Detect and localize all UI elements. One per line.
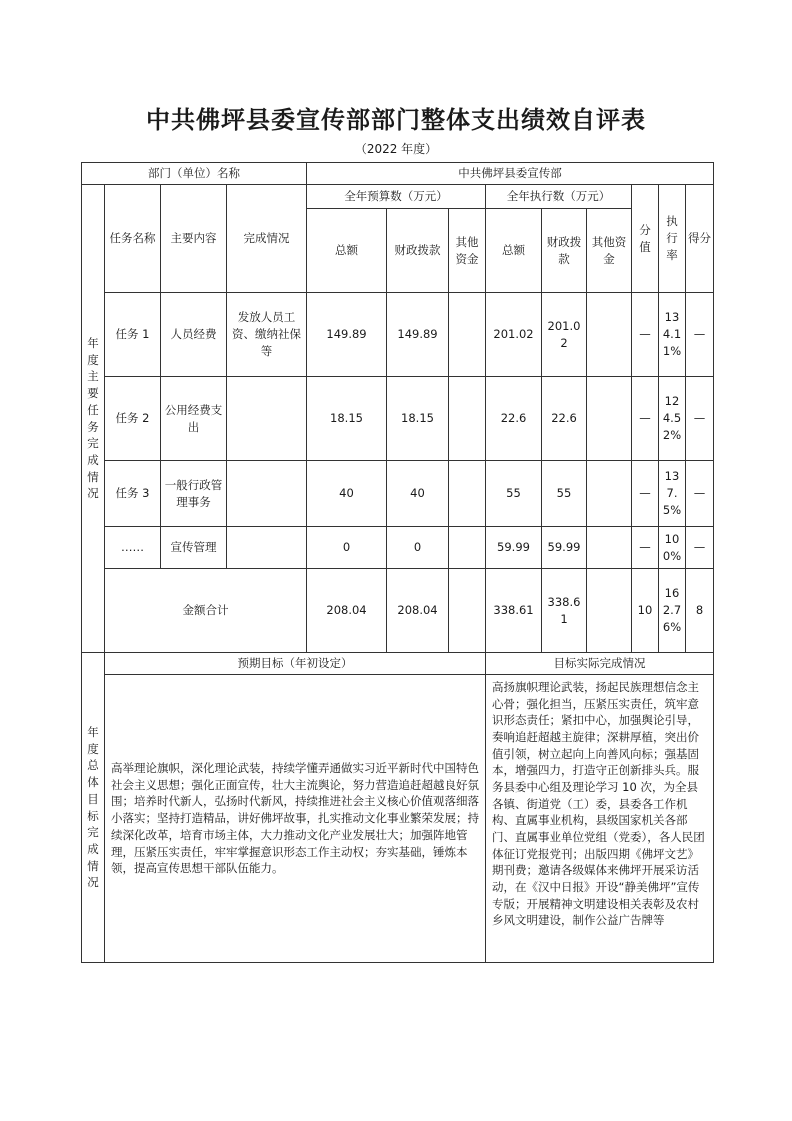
header-score-value: 分值 (632, 185, 659, 293)
budget-fiscal: 40 (387, 461, 449, 527)
header-exec-total: 总额 (486, 209, 542, 293)
header-content: 主要内容 (161, 185, 227, 293)
exec-other (587, 461, 632, 527)
task-name: 任务 2 (105, 377, 161, 461)
section1-label: 年度主要任务完成情况 (82, 185, 105, 653)
task-completion (227, 377, 307, 461)
total-budget-fiscal: 208.04 (387, 569, 449, 653)
budget-fiscal: 149.89 (387, 293, 449, 377)
header-completion: 完成情况 (227, 185, 307, 293)
exec-total: 22.6 (486, 377, 542, 461)
table-row (82, 377, 714, 461)
budget-other (449, 527, 486, 569)
score: — (686, 377, 714, 461)
goal-header-row (82, 653, 714, 675)
actual-text: 高扬旗帜理论武装，扬起民族理想信念主心骨；强化担当，压紧压实责任，筑牢意识形态责任；紧扣中心，加强舆论引导，奏响追赶超越主旋律；深耕厚植，突出价值引领，树立起向上向善风向标；强基固本，增强四力，打造守正创新排头兵。服务县委中心组及理论学习 10 次，为全县各镇、街道党（工）委，县委各工作机构、直属事业机构，县级国家机关各部门、直属事业单位党组（党委），各人民团体征订党报党刊；出版四期《佛坪文艺》期刊费；邀请各级媒体来佛坪开展采访活动，在《汉中日报》开设“静美佛坪”宣传专版；开展精神文明建设相关表彰及农村乡风文明建设，制作公益广告牌等 (486, 675, 714, 963)
total-budget-total: 208.04 (307, 569, 387, 653)
page-title: 中共佛坪县委宣传部部门整体支出绩效自评表 (146, 106, 646, 134)
exec-total: 59.99 (486, 527, 542, 569)
score: — (686, 293, 714, 377)
header-budget-total: 总额 (307, 209, 387, 293)
score-value: — (632, 293, 659, 377)
performance-table (81, 162, 714, 963)
header-score: 得分 (686, 185, 714, 293)
task-name: 任务 3 (105, 461, 161, 527)
task-content: 人员经费 (161, 293, 227, 377)
header-exec-group: 全年执行数（万元） (486, 185, 632, 209)
total-budget-other (449, 569, 486, 653)
task-completion: 发放人员工资、缴纳社保等 (227, 293, 307, 377)
header-row-1 (82, 185, 714, 209)
header-exec-rate: 执行率 (659, 185, 686, 293)
exec-other (587, 377, 632, 461)
exec-rate: 124.52% (659, 377, 686, 461)
exec-rate: 137.5% (659, 461, 686, 527)
dept-row (82, 163, 714, 185)
total-label: 金额合计 (105, 569, 307, 653)
total-exec-total: 338.61 (486, 569, 542, 653)
total-exec-other (587, 569, 632, 653)
budget-other (449, 293, 486, 377)
year-subtitle: （2022 年度） (354, 142, 438, 156)
score-value: — (632, 461, 659, 527)
task-name: 任务 1 (105, 293, 161, 377)
total-exec-rate: 162.76% (659, 569, 686, 653)
score-value: — (632, 527, 659, 569)
exec-fiscal: 59.99 (542, 527, 587, 569)
header-budget-fiscal: 财政拨款 (387, 209, 449, 293)
budget-total: 149.89 (307, 293, 387, 377)
table-row (82, 527, 714, 569)
exec-other (587, 293, 632, 377)
budget-total: 0 (307, 527, 387, 569)
exec-total: 201.02 (486, 293, 542, 377)
goal-text: 高举理论旗帜，深化理论武装，持续学懂弄通做实习近平新时代中国特色社会主义思想；强化正面宣传，壮大主流舆论，努力营造追赶超越良好氛围；培养时代新人，弘扬时代新风，持续推进社会主义核心价值观落细落小落实；坚持打造精品，讲好佛坪故事，扎实推动文化事业繁荣发展；持续深化改革，培育市场主体，大力推动文化产业发展壮大；加强阵地管理，压紧压实责任，牢牢掌握意识形态工作主动权；夯实基础，锤炼本领，提高宣传思想干部队伍能力。 (105, 675, 486, 963)
header-exec-other: 其他资金 (587, 209, 632, 293)
budget-other (449, 377, 486, 461)
budget-other (449, 461, 486, 527)
exec-rate: 100% (659, 527, 686, 569)
header-exec-fiscal: 财政拨款 (542, 209, 587, 293)
task-completion (227, 527, 307, 569)
budget-fiscal: 0 (387, 527, 449, 569)
header-budget-group: 全年预算数（万元） (307, 185, 486, 209)
score: — (686, 461, 714, 527)
task-content: 宣传管理 (161, 527, 227, 569)
total-row (82, 569, 714, 653)
goal-content-row (82, 675, 714, 963)
score: — (686, 527, 714, 569)
goal-header: 预期目标（年初设定） (105, 653, 486, 675)
budget-total: 40 (307, 461, 387, 527)
task-name: …… (105, 527, 161, 569)
exec-fiscal: 22.6 (542, 377, 587, 461)
table-row (82, 461, 714, 527)
actual-header: 目标实际完成情况 (486, 653, 714, 675)
exec-fiscal: 55 (542, 461, 587, 527)
budget-total: 18.15 (307, 377, 387, 461)
task-completion (227, 461, 307, 527)
task-content: 一般行政管理事务 (161, 461, 227, 527)
total-score: 8 (686, 569, 714, 653)
exec-other (587, 527, 632, 569)
total-exec-fiscal: 338.61 (542, 569, 587, 653)
section2-label: 年度总体目标完成情况 (82, 653, 105, 963)
dept-label: 部门（单位）名称 (82, 163, 307, 185)
exec-fiscal: 201.02 (542, 293, 587, 377)
header-task-name: 任务名称 (105, 185, 161, 293)
task-content: 公用经费支出 (161, 377, 227, 461)
table-row (82, 293, 714, 377)
exec-rate: 134.11% (659, 293, 686, 377)
total-score-value: 10 (632, 569, 659, 653)
dept-value: 中共佛坪县委宣传部 (307, 163, 714, 185)
header-budget-other: 其他资金 (449, 209, 486, 293)
budget-fiscal: 18.15 (387, 377, 449, 461)
exec-total: 55 (486, 461, 542, 527)
score-value: — (632, 377, 659, 461)
